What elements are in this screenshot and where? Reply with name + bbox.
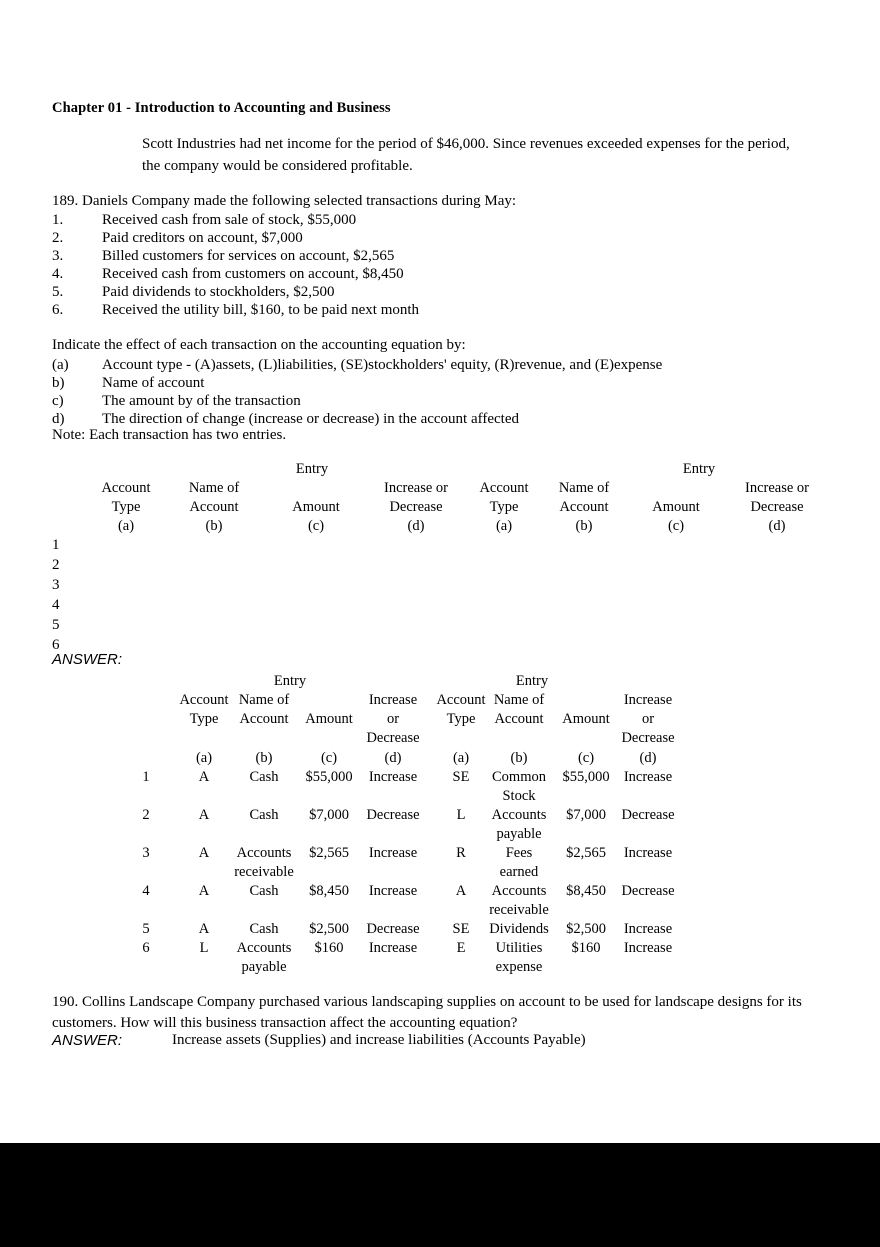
cell-direction-2: Decrease	[621, 883, 675, 899]
row-number: 5	[142, 921, 150, 937]
cell-account-name-1: Cash	[249, 807, 279, 823]
table-row: 2	[52, 557, 60, 573]
note-line: Note: Each transaction has two entries.	[52, 427, 287, 443]
row-number: 4	[142, 883, 150, 899]
cell-amount-2: $8,450	[566, 883, 606, 899]
column-letter-d1: (d)	[384, 750, 402, 766]
table-row: 5	[52, 617, 60, 633]
cell-account-name-2: Accounts payable	[491, 807, 547, 842]
indicate-instruction: Indicate the effect of each transaction on the accounting equation by:	[52, 337, 466, 353]
list-item-text: Received the utility bill, $160, to be paid next month	[102, 302, 420, 318]
column-header-account-type-2: Account Type	[436, 692, 486, 727]
column-header-increase-decrease-1: Increase or Decrease (d)	[384, 480, 448, 534]
list-item-number: 2.	[52, 230, 64, 246]
cell-account-name-2: Utilities expense	[495, 940, 543, 975]
cell-account-name-1: Cash	[249, 883, 279, 899]
table-row	[142, 844, 680, 882]
cell-direction-1: Increase	[368, 845, 418, 861]
cell-account-name-2: Accounts receivable	[489, 883, 549, 918]
cell-account-type-2: L	[456, 807, 466, 823]
row-number: 6	[142, 940, 150, 956]
list-item	[52, 283, 419, 301]
cell-amount-1: $2,565	[309, 845, 349, 861]
chapter-header: Chapter 01 - Introduction to Accounting and Business	[52, 100, 391, 116]
cell-account-type-2: SE	[452, 769, 470, 785]
list-item-text: Name of account	[102, 375, 205, 391]
list-item-text: The amount by of the transaction	[102, 393, 301, 409]
list-item-text: Account type - (A)assets, (L)liabilities, (SE)stockholders' equity, (R)revenue, and (E)expense	[102, 357, 663, 373]
column-letter-b2: (b)	[510, 750, 528, 766]
table-row	[142, 768, 680, 806]
cell-account-name-2: Dividends	[489, 921, 549, 937]
column-letter-b1: (b)	[255, 750, 273, 766]
table-row	[142, 920, 680, 939]
cell-amount-1: $55,000	[305, 769, 353, 785]
requirements-list	[52, 356, 662, 428]
cell-amount-2: $7,000	[566, 807, 606, 823]
entry-label-right: Entry	[515, 673, 549, 689]
cell-account-type-1: L	[199, 940, 209, 956]
table-row: 6	[52, 637, 60, 653]
column-letter-a2: (a)	[452, 750, 470, 766]
cell-account-type-2: A	[455, 883, 467, 899]
question-189-stem: 189. Daniels Company made the following selected transactions during May:	[52, 193, 517, 209]
column-header-increase-decrease-1: Increase or Decrease	[366, 692, 420, 746]
column-header-account-type-2: Account Type (a)	[479, 480, 529, 534]
column-header-amount-2: Amount (c)	[652, 499, 700, 534]
answer-text-190: Increase assets (Supplies) and increase liabilities (Accounts Payable)	[172, 1032, 586, 1048]
cell-amount-1: $2,500	[309, 921, 349, 937]
list-item-number: 6.	[52, 302, 64, 318]
list-item-text: The direction of change (increase or decrease) in the account affected	[102, 411, 519, 427]
list-item	[52, 410, 662, 428]
answer-label-190: ANSWER:	[52, 1032, 123, 1049]
list-item-text: Paid dividends to stockholders, $2,500	[102, 284, 335, 300]
question-190-text: 190. Collins Landscape Company purchased various landscaping supplies on account to be used for landscape designs for its customers. How will this business transaction affect the accounting equation?	[52, 994, 802, 1031]
table-row: 4	[52, 597, 60, 613]
column-header-name-of-account-1: Name of Account (b)	[188, 480, 240, 534]
list-item-number: 5.	[52, 284, 64, 300]
cell-direction-2: Increase	[623, 921, 673, 937]
list-item	[52, 247, 419, 265]
cell-account-name-1: Cash	[249, 769, 279, 785]
cell-amount-1: $8,450	[309, 883, 349, 899]
list-item-text: Received cash from customers on account, $8,450	[102, 266, 404, 282]
list-item-number: 4.	[52, 266, 64, 282]
cell-amount-1: $160	[314, 940, 344, 956]
cell-account-type-1: A	[198, 845, 210, 861]
list-item-number: 1.	[52, 212, 64, 228]
answer-header-row	[160, 691, 680, 748]
cell-amount-1: $7,000	[309, 807, 349, 823]
table-row	[142, 806, 680, 844]
list-item-text: Received cash from sale of stock, $55,000	[102, 212, 357, 228]
cell-account-name-2: Fees earned	[499, 845, 539, 880]
list-item	[52, 229, 419, 247]
list-item	[52, 211, 419, 229]
cell-amount-2: $2,565	[566, 845, 606, 861]
list-item-number: 3.	[52, 248, 64, 264]
cell-account-type-2: E	[456, 940, 466, 956]
cell-account-name-1: Accounts payable	[236, 940, 292, 975]
column-header-name-of-account-2: Name of Account (b)	[558, 480, 610, 534]
list-item	[52, 392, 662, 410]
row-number: 1	[142, 769, 150, 785]
list-item-key: b)	[52, 375, 65, 391]
list-item	[52, 265, 419, 283]
cell-direction-2: Increase	[623, 940, 673, 956]
cell-account-name-1: Cash	[249, 921, 279, 937]
column-header-name-of-account-2: Name of Account	[493, 692, 545, 727]
list-item-key: (a)	[52, 357, 69, 373]
table-row	[142, 939, 680, 977]
column-letter-c2: (c)	[577, 750, 595, 766]
column-letter-a1: (a)	[195, 750, 213, 766]
column-header-increase-decrease-2: Increase or Decrease	[621, 692, 675, 746]
row-number: 2	[142, 807, 150, 823]
list-item	[52, 374, 662, 392]
cell-direction-1: Increase	[368, 769, 418, 785]
row-number: 3	[142, 845, 150, 861]
list-item-key: d)	[52, 411, 65, 427]
cell-account-type-1: A	[198, 807, 210, 823]
answer-letter-row	[160, 748, 680, 768]
cell-amount-2: $160	[571, 940, 601, 956]
list-item-text: Billed customers for services on account, $2,565	[102, 248, 395, 264]
cell-account-name-2: Common Stock	[492, 769, 546, 804]
cell-amount-2: $2,500	[566, 921, 606, 937]
answer-entry-row	[160, 671, 680, 691]
cell-account-type-2: SE	[452, 921, 470, 937]
list-item	[52, 356, 662, 374]
cell-account-type-2: R	[456, 845, 466, 861]
entry-label-left: Entry	[295, 461, 329, 477]
cell-direction-1: Increase	[368, 940, 418, 956]
worksheet-blank-rows	[52, 535, 60, 655]
cell-direction-2: Increase	[623, 769, 673, 785]
table-row: 3	[52, 577, 60, 593]
table-row: 1	[52, 537, 60, 553]
entry-label-left: Entry	[273, 673, 307, 689]
list-item-key: c)	[52, 393, 64, 409]
column-header-amount-2: Amount	[562, 711, 610, 727]
entry-label-right: Entry	[682, 461, 716, 477]
cell-direction-1: Increase	[368, 883, 418, 899]
column-letter-d2: (d)	[639, 750, 657, 766]
cell-amount-2: $55,000	[562, 769, 610, 785]
worksheet-header-row	[52, 479, 842, 536]
worksheet-table	[52, 460, 842, 536]
answer-label-189: ANSWER:	[52, 651, 123, 668]
list-item	[52, 301, 419, 319]
answer-table	[142, 671, 680, 977]
column-header-account-type-1: Account Type	[179, 692, 229, 727]
bottom-black-bar	[0, 1143, 880, 1247]
list-item-text: Paid creditors on account, $7,000	[102, 230, 303, 246]
cell-account-type-1: A	[198, 883, 210, 899]
cell-direction-2: Decrease	[621, 807, 675, 823]
column-header-account-type-1: Account Type (a)	[101, 480, 151, 534]
cell-account-type-1: A	[198, 769, 210, 785]
cell-direction-1: Decrease	[366, 921, 420, 937]
transaction-list	[52, 211, 419, 319]
cell-direction-2: Increase	[623, 845, 673, 861]
column-header-name-of-account-1: Name of Account	[238, 692, 290, 727]
cell-direction-1: Decrease	[366, 807, 420, 823]
column-header-amount-1: Amount (c)	[292, 499, 340, 534]
cell-account-type-1: A	[198, 921, 210, 937]
cell-account-name-1: Accounts receivable	[234, 845, 294, 880]
table-row	[142, 882, 680, 920]
worksheet-entry-row	[52, 460, 842, 479]
column-letter-c1: (c)	[320, 750, 338, 766]
column-header-increase-decrease-2: Increase or Decrease (d)	[745, 480, 809, 534]
intro-paragraph: Scott Industries had net income for the period of $46,000. Since revenues exceeded expenses for the period, the company would be considered profitable.	[142, 136, 790, 174]
column-header-amount-1: Amount	[305, 711, 353, 727]
